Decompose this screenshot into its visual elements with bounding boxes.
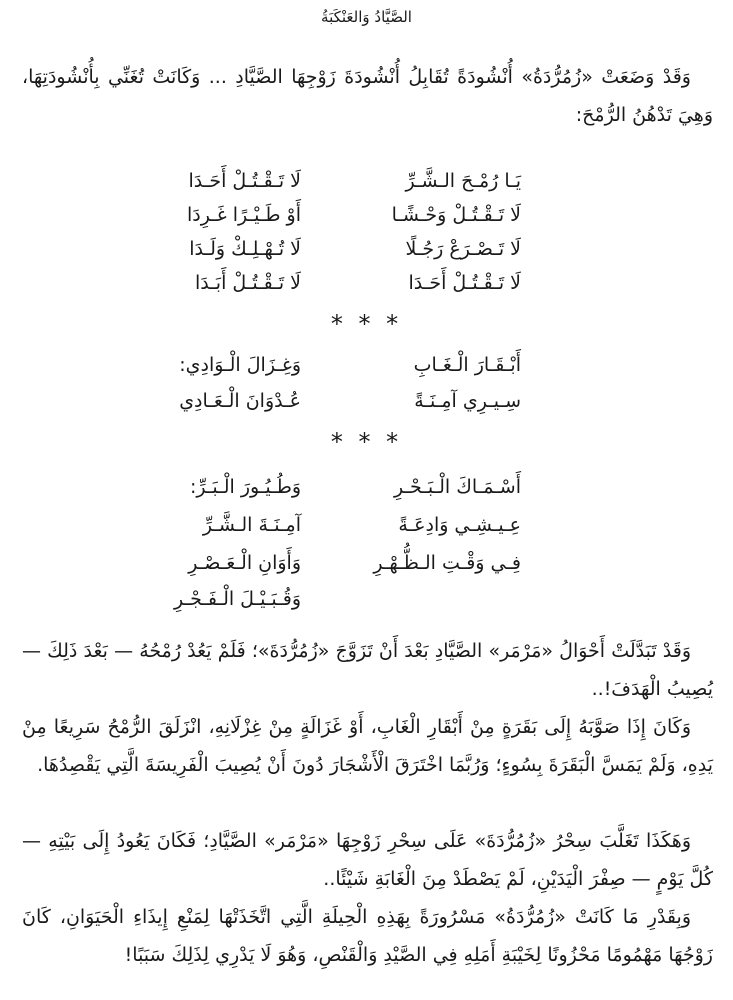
page-title: الصَّيَّادُ وَالعَنْكَبَةُ: [321, 8, 412, 26]
poem-s3-l1-left: وَطُـيُـورَ الْـبَـرِّ:: [189, 476, 301, 498]
body-p4-text: وَبِقَدْرِ مَا كَانَتْ «زُمُرُّدَةُ» مَسْرُورَةً بِهَذِهِ الْحِيلَةِ الَّتِي اتَّخَذَتْهَا لِمَنْعِ إِيذَاءِ الْحَيَوَانِ، كَانَ زَوْجُهَا مَهْمُومًا مَحْزُونًا لِخَيْبَةِ أَمَلِهِ فِي الصَّيْدِ وَالْقَنْصِ، وَهُوَ لَا يَدْرِي لِذَلِكَ سَبَبًا!: [22, 906, 713, 966]
body-p1-text: وَقَدْ تَبَدَّلَتْ أَحْوَالُ «مَرْمَر» الصَّيَّادِ بَعْدَ أَنْ تَزَوَّجَ «زُمُرُّدَةَ»؛ فَلَمْ يَعُدْ رُمْحُهُ — بَعْدَ ذَلِكَ — يُصِيبُ الْهَدَفَ!..: [22, 640, 713, 700]
poem-s3-l1-right: أَسْـمَـاكَ الْـبَـحْـرِ: [393, 476, 521, 498]
poem-s1-l1-right: يَـا رُمْـحَ الـشَّـرِّ: [405, 170, 521, 192]
poem-s1-l3-left: لَا تُـهْـلِـكْ وَلَـدَا: [189, 238, 301, 260]
poem-s2-l2-left: عُـدْوَانَ الْـعَـادِي: [179, 390, 301, 412]
body-paragraph-1: [22, 632, 713, 708]
poem-s1-l2-right: لَا تَـقْـتُـلْ وَحْـشًـا: [391, 204, 521, 226]
stanza-separator: * * *: [330, 310, 403, 338]
poem-s3-l3-right: فِـي وَقْـتِ الـظُّـهْـرِ: [373, 552, 521, 574]
body-p3-text: وَهَكَذَا تَغَلَّبَ سِحْرُ «زُمُرُّدَةَ» عَلَى سِحْرِ زَوْجِهَا «مَرْمَر» الصَّيَّادِ؛ فَكَانَ يَعُودُ إِلَى بَيْتِهِ — كُلَّ يَوْمٍ — صِفْرَ الْيَدَيْنِ، لَمْ يَصْطَدْ مِنَ الْغَابَةِ شَيْئًا..: [22, 830, 713, 890]
poem-final-line: وَقُـبَـيْـلَ الْـفَـجْـرِ: [174, 588, 301, 610]
poem-s2-l1-left: وَغِـزَالَ الْـوَادِي:: [179, 354, 301, 376]
intro-paragraph: [22, 58, 713, 134]
intro-text: وَقَدْ وَضَعَتْ «زُمُرُّدَةُ» أُنْشُودَةً تُقَابِلُ أُنْشُودَةَ زَوْجِهَا الصَّيَّادِ ... وَكَانَتْ تُغَنِّي بِأُنْشُودَتِهَا، وَهِيَ تَدْهُنُ الرُّمْحَ:: [22, 66, 713, 126]
body-paragraph-3: [22, 822, 713, 898]
poem-s3-l2-right: عِـيـشِـي وَادِعَـةً: [398, 514, 521, 536]
poem-s3-l2-left: آمِـنَـةَ الـشَّـرِّ: [202, 514, 301, 536]
poem-s2-l2-right: سِـيـرِي آمِـنَـةً: [414, 390, 521, 412]
poem-s1-l4-right: لَا تَـقْـتُـلْ أَحَـدَا: [408, 272, 521, 294]
body-paragraph-2: [22, 708, 713, 784]
poem-s1-l3-right: لَا تَـصْـرَعْ رَجُـلًا: [405, 238, 521, 260]
body-paragraph-4: [22, 898, 713, 974]
poem-s1-l1-left: لَا تَـقْـتُـلْ أَحَـدَا: [188, 170, 301, 192]
body-p2-text: وَكَانَ إِذَا صَوَّبَهُ إِلَى بَقَرَةٍ مِنْ أَبْقَارِ الْغَابِ، أَوْ غَزَالَةٍ مِنْ غِزْلَانِهِ، انْزَلَقَ الرُّمْحُ سَرِيعًا مِنْ يَدِهِ، وَلَمْ يَمَسَّ الْبَقَرَةَ بِسُوءٍ؛ وَرُبَّمَا اخْتَرَقَ الْأَشْجَارَ دُونَ أَنْ يُصِيبَ الْفَرِيسَةَ الَّتِي يَقْصِدُهَا.: [22, 716, 713, 776]
stanza-separator: * * *: [330, 428, 403, 456]
poem-s1-l4-left: لَا تَـقْـتُـلْ أَبَـدَا: [194, 272, 301, 294]
poem-s2-l1-right: أَبْـقَـارَ الْـغَـابِ: [413, 354, 521, 376]
poem-s1-l2-left: أَوْ طَـيْـرًا غَـرِدَا: [186, 204, 301, 226]
poem-s3-l3-left: وَأَوَانِ الْـعَـصْـرِ: [188, 552, 301, 574]
